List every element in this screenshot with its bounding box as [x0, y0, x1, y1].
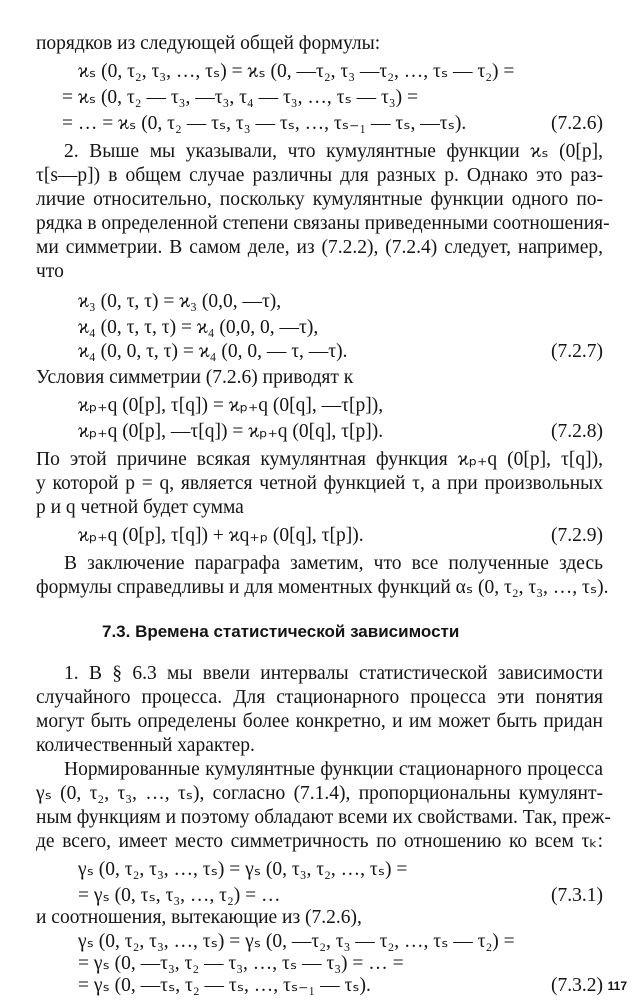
text-line: личие относительно, поскольку кумулянтные функции одного по- — [36, 189, 603, 210]
equation-line: ϰ₄ (0, τ, τ, τ) = ϰ₄ (0,0, 0, —τ), — [78, 317, 319, 338]
equation-line: = γₛ (0, —τ₃, τ₂ — τ₃, …, τₛ — τ₃) = … = — [78, 953, 404, 974]
text-line: количественный характер. — [36, 735, 255, 756]
equation-line: γₛ (0, τ₂, τ₃, …, τₛ) = γₛ (0, —τ₂, τ₃ — τ₂, …, τₛ — τ₂) = — [78, 931, 515, 952]
page-number: 117 — [607, 979, 627, 993]
text-line: По этой причине всякая кумулянтная функция ϰₚ₊q (0[p], τ[q]), — [36, 449, 603, 470]
equation-number: (7.2.7) — [551, 341, 603, 362]
text-line: у которой p = q, является четной функцией τ, а при произвольных — [36, 473, 603, 494]
equation-line: γₛ (0, τ₂, τ₃, …, τₛ) = γₛ (0, τ₃, τ₂, …, τₛ) = — [78, 859, 408, 880]
text-line: порядков из следующей общей формулы: — [36, 33, 381, 54]
equation-line: ϰₚ₊q (0[p], τ[q]) = ϰₚ₊q (0[q], —τ[p]), — [78, 395, 384, 416]
text-line: де всего, имеет место симметричность по отношению ко всем τₖ: — [36, 831, 603, 852]
equation-number: (7.2.9) — [551, 525, 603, 546]
text-line: 1. В § 6.3 мы ввели интервалы статистической зависимости — [64, 663, 603, 684]
text-line: могут быть определены более конкретно, и им может быть придан — [36, 711, 603, 732]
equation-line: ϰ₃ (0, τ, τ) = ϰ₃ (0,0, —τ), — [78, 291, 282, 312]
equation-line: = γₛ (0, —τₛ, τ₂ — τₛ, …, τₛ₋₁ — τₛ). — [78, 975, 371, 996]
equation-number: (7.2.6) — [551, 113, 603, 134]
text-line: что — [36, 261, 64, 282]
text-line: случайного процесса. Для стационарного процесса эти понятия — [36, 687, 603, 708]
text-line: p и q четной будет сумма — [36, 497, 244, 518]
text-line: ным функциям и поэтому обладают всеми их свойствами. Так, преж- — [36, 807, 611, 828]
equation-line: ϰₚ₊q (0[p], —τ[q]) = ϰₚ₊q (0[q], τ[p]). — [78, 421, 384, 442]
equation-line: ϰₚ₊q (0[p], τ[q]) + ϰq₊ₚ (0[q], τ[p]). — [78, 525, 364, 546]
text-line: рядка в определенной степени связаны приведенными соотношения- — [36, 213, 610, 234]
text-line: 2. Выше мы указывали, что кумулянтные функции ϰₛ (0[p], — [64, 141, 603, 162]
equation-line: = … = ϰₛ (0, τ₂ — τₛ, τ₃ — τₛ, …, τₛ₋₁ — τₛ, —τₛ). — [62, 113, 467, 134]
text-line: τ[s—p]) в общем случае различны для разных p. Однако это раз- — [36, 165, 603, 186]
equation-line: = ϰₛ (0, τ₂ — τ₃, —τ₃, τ₄ — τ₃, …, τₛ — τ₃) = — [62, 87, 418, 108]
text-line: ми симметрии. В самом деле, из (7.2.2), (7.2.4) следует, например, — [36, 237, 603, 258]
text-line: формулы справедливы и для моментных функций αₛ (0, τ₂, τ₃, …, τₛ). — [36, 577, 609, 598]
equation-number: (7.2.8) — [551, 421, 603, 442]
text-line: Условия симметрии (7.2.6) приводят к — [36, 367, 354, 388]
equation-number: (7.3.2) — [551, 975, 603, 996]
equation-line: = γₛ (0, τₛ, τ₃, …, τ₂) = … — [78, 885, 281, 906]
equation-line: ϰ₄ (0, 0, τ, τ) = ϰ₄ (0, 0, — τ, —τ). — [78, 341, 348, 362]
text-line: γₛ (0, τ₂, τ₃, …, τₛ), согласно (7.1.4), пропорциональны кумулянт- — [36, 783, 603, 804]
text-line: и соотношения, вытекающие из (7.2.6), — [36, 907, 362, 928]
text-line: В заключение параграфа заметим, что все полученные здесь — [64, 553, 603, 574]
equation-line: ϰₛ (0, τ₂, τ₃, …, τₛ) = ϰₛ (0, —τ₂, τ₃ —τ₂, …, τₛ — τ₂) = — [78, 61, 515, 82]
equation-number: (7.3.1) — [551, 885, 603, 906]
section-heading: 7.3. Времена статистической зависимости — [102, 622, 460, 641]
text-line: Нормированные кумулянтные функции стационарного процесса — [64, 759, 603, 780]
